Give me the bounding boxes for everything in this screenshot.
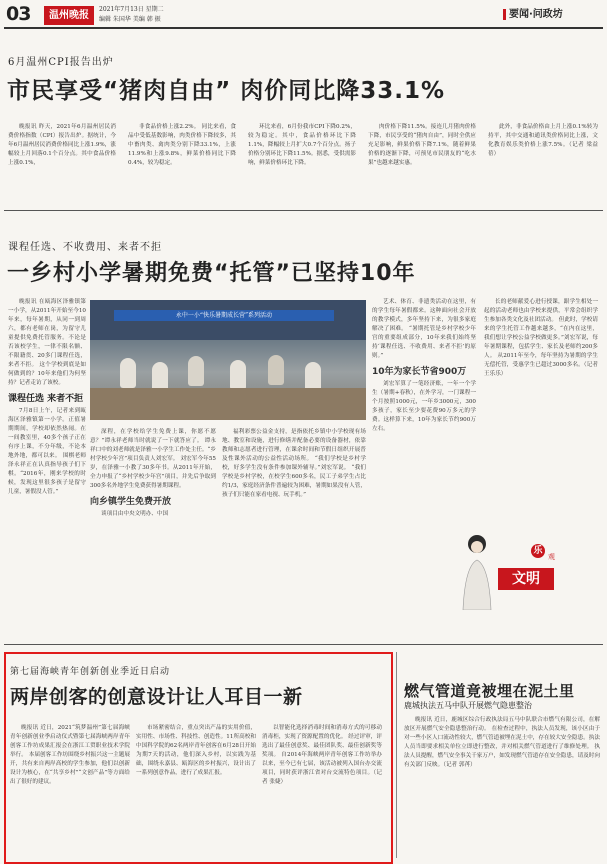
article4-headline: 燃气管道竟被埋在泥土里 <box>404 682 575 700</box>
article4-subhead: 鹿城执法五马中队开展燃气隐患整治 <box>404 701 532 710</box>
section-label: 要闻·问政坊 <box>503 9 563 20</box>
article3-kicker: 第七届海峡青年创新创业季近日启动 <box>10 667 171 677</box>
article3-column-2: 市场紧密结合，重点突出产品的实用价值，实用性、市场性、科技性、创造性。11所高校和中国科学院的62名两岸青年创客在6月28日开始为期7天的活动，他们深入乡村，以实践为基础，围绕永嘉县、瓯海区的乡村振兴，设计出了一系列创意作品，进行了成果汇报。 <box>136 725 256 776</box>
article1-column: 非食品价格上涨2.2%。 同比来看，食品中受低基数影响，肉类价格下降较多，其中畜肉类、禽肉类分别下降33.1%，上涨11.9%和上涨9.8%，鲜菜价格同比下降0.4%，较为稳定。 <box>128 124 236 166</box>
paper-logo: 温州晚报 <box>44 6 94 25</box>
article2-subhead-1: 课程任选 来者不拒 <box>8 394 84 404</box>
article2-column-3: 福利彩票公益金支持，是指依托乡镇中小学校现有场地、教室和设施，进行修缮并配备必要的设备器材，依靠教师和志愿者进行管理，在课余时间和节假日组织开展普及性课外活动的公益性活动场所。 “我们学校是乡村学校，好多学生没有条件参加课外辅导。”刘宏军说。 “我们学校是乡村学校，在校学生600多名，民工子弟学生占比约1/3，家庭经济条件普遍较为困难，暑期如果没有人管，孩子们只能在家看电视、玩手机。” <box>222 429 366 498</box>
illustration-figure <box>455 530 495 610</box>
column-divider <box>396 652 397 858</box>
school-photo <box>90 300 366 420</box>
editors-line: 编辑 朱国华 美编 韩 振 <box>99 16 161 23</box>
article1-column: 环比来看，6月份我市CPI下降0.2%，较为稳定。其中，食品价格环比下降1.1%，降幅较上月扩大0.7个百分点。扬子价格分别环比下降11.5%。据悉，受供需影响，鲜菜价格环比下降。 <box>248 124 356 166</box>
date-line: 2021年7月13日 星期二 <box>99 6 164 13</box>
article1-column: 晚报讯 昨天，2021年6月温州居民消费价格指数（CPI）报告出炉。据统计，今年6月温州居民消费价格同比上涨1.9%，涨幅较上月回落0.1个百分点。其中食品价格上涨0.1%， <box>8 124 116 166</box>
article2-kicker: 课程任选、不收费用、来者不拒 <box>8 242 162 253</box>
article2-subhead-3: 10年为家长节省900万 <box>372 367 467 377</box>
article1-headline: 市民享受“猪肉自由” 肉价同比降33.1% <box>7 78 446 104</box>
article3-column-3: 以智能化选择消毒时间和消毒方式的可移动消毒柜，实现了资源配置的优化。 经过评审，评选出了最佳创意奖、最佳团队奖、最佳创新奖等奖项。 自2014年海峡两岸青年创客工作坊举办以来，至今已有七届，该活动被列入国台办交流项目，同时获评浙江省对台交流特色项目。（记者 张婕） <box>262 725 382 785</box>
article2-headline: 一乡村小学暑期免费“托管”已坚持10年 <box>7 261 416 286</box>
article2-column-1: 晚报讯 在瓯海区泽雅镇第一小学，从2011年开始至今10年来，每年暑期，从同一到周六，都有老师在岗，为留守儿童提供免费托管服务。不论是否该校学生，一律不限名额、不限籍贯、20多门课程任选，来者不拒。 这个学校到底是如何做到的？10年来他们为何坚持？记者走访了该校。 课程任选 来者不拒 7月8日上午，记者来到瓯海区泽雅镇第一小学。正值暑期期间，学校却依然热闹。在一间教室里，40多个孩子正在有序上课，不分年级，不论本地外地，都可以来。 围棋老师泽永祥正在认真指导孩子们下棋。“2016年，刚来学校的时候，发现这里很多孩子是留守儿童，暑假没人管。” <box>8 299 86 495</box>
divider <box>4 644 603 645</box>
article4-body: 晚报讯 近日，鹿城区综合行政执法局五马中队联合市燃气有限公司，在解放区开展燃气安全隐患整治行动。 在检查过程中，执法人员发现，该小区由于对一些小区人口流动性较大，燃气管道被埋在泥土中，存在较大安全隐患。执法人员当即要求相关单位立即进行整改，并对相关燃气管道进行了维修处理。 执法人员提醒，燃气安全事关千家万户，如发现燃气管道存在安全隐患，请及时向有关部门反映。（记者 郭苒） <box>404 717 600 768</box>
column-guan-label: 观 <box>548 553 555 561</box>
article1-column: 肉价格下降11.5%。接连几月猪肉价格下降，市民享受的“猪肉自由”，同时全供应充足影响，鲜果价格下降7.1%，随着鲜果价格的逐渐下降，可预见市民朋友的“吃水果”也越来越实惠。 <box>368 124 476 166</box>
article2-column-2: 深程，在学校给学生免费上课，你愿不愿意？”谭永祥老师当时就说了一下就答应了。 谭永祥口中的刘老师就是泽雅一小学生工作处主任。“乡村学校少年宫”项目负责人刘宏军。 刘宏军今年55岁，在泽雅一小教了30多年书。从2011年开始，全力申报了“乡村学校少年宫”项目，并先后争取到300多名外地学生免费获得暑期课程。 向乡镇学生免费开放 谈项目由中央文明办、中国 <box>90 429 216 517</box>
photo-banner: 永中一小“快乐暑期成长营”系列活动 <box>114 310 334 321</box>
page-number: 03 <box>6 3 31 25</box>
article3-column-1: 晚报讯 近日，2021“筑梦温州”第七届海峡青年创新创业季启动仪式暨第七届海峡两岸青年创客工作坊成果汇报会在浙江工贸职业技术学院举行。 本届创客工作坊围绕乡村振兴这一主题展开，共有来自两岸高校的学生参加，他们以创新设计为核心，在“共享乡村”“文创产品”等方面给出了很好的建议。 <box>10 725 130 785</box>
article2-subhead-2: 向乡镇学生免费开放 <box>90 497 172 507</box>
article3-headline: 两岸创客的创意设计让人耳目一新 <box>10 686 303 708</box>
article1-kicker: 6月温州CPI报告出炉 <box>8 57 114 68</box>
column-le-badge: 乐 <box>531 544 545 558</box>
article2-column-5: 长的老师献爱心进行授课，跟学生相处一起的活动老师也由学校来提供，平常会组织学生参加各类文化及社团活动。 但此时，学校请来的学生托管工作越来越多，“在内在这里，我们想让学校公益学校做更多。”刘宏军说，每年暑期课程，包括学生、家长及老师约200多人。 从2011年至今，每年坚持为暑期的学生无偿托管，受惠学生已超过3000多名。（记者 王乐乐） <box>484 299 598 377</box>
divider <box>4 210 603 211</box>
masthead-rule <box>4 27 603 29</box>
column-wenming-logo: 文明 <box>498 568 554 590</box>
article2-column-4: 艺术、体育、非遗类活动在这里，有的学生每年暑假都来。这种面向社会开放的教学模式，多年坚持下来，为很多家庭解决了困难。 “暑期托管是乡村学校少年宫的重要组成部分，10年来我们始终坚持‘课程任选、不收费用、来者不拒’的原则。” 10年为家长节省900万 刘宏军算了一笔经济账，一年一个学生（暑期+春秋），在外学习，一门课程一个月按照1000元，一年乡3000元，300多孩子，家长至少要花费90万多元的学费。这样算下来，10年为家长节约900万左右。 <box>372 299 476 432</box>
article1-column: 此外，非食品价格由上月上涨0.1%转为持平，其中交通和通讯类价格同比上涨，文化教育娱乐类价格上涨7.5%。（记者 梁益蓓） <box>488 124 598 157</box>
